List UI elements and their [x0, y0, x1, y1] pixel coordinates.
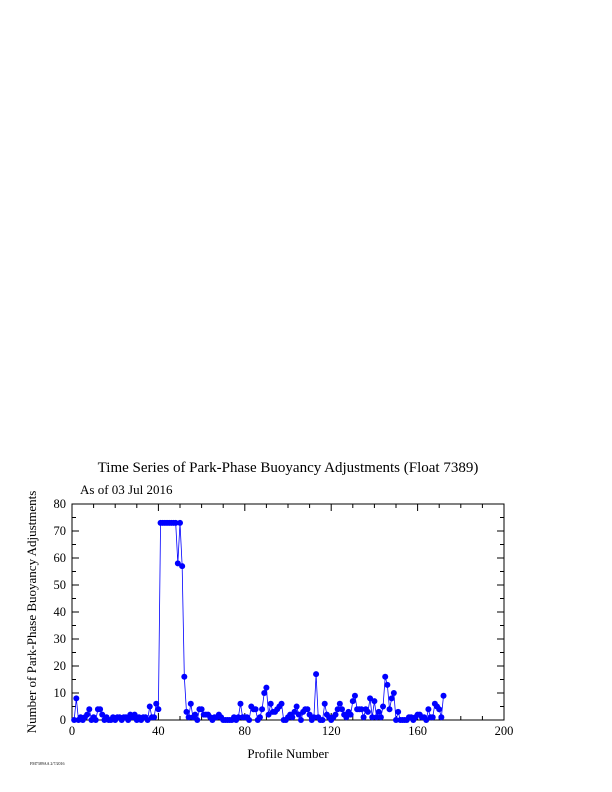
- series-line: [74, 523, 443, 720]
- data-point: [361, 714, 367, 720]
- y-axis-label: Number of Park-Phase Buoyancy Adjustments: [24, 490, 39, 734]
- y-tick-label: 60: [53, 551, 66, 565]
- data-point: [350, 698, 356, 704]
- data-point: [337, 701, 343, 707]
- data-point: [378, 714, 384, 720]
- data-point: [384, 682, 390, 688]
- series-layer: [71, 520, 446, 723]
- x-axis-tick-labels: [69, 724, 514, 738]
- data-point: [348, 712, 354, 718]
- data-point: [389, 695, 395, 701]
- plot-frame: [72, 504, 504, 720]
- data-point: [97, 706, 103, 712]
- data-point: [438, 714, 444, 720]
- x-tick-label: 40: [152, 724, 165, 738]
- data-point: [257, 714, 263, 720]
- y-tick-label: 20: [53, 659, 66, 673]
- y-tick-label: 0: [59, 713, 66, 727]
- data-point: [253, 706, 259, 712]
- data-point: [294, 704, 300, 710]
- data-point: [86, 706, 92, 712]
- data-point: [322, 701, 328, 707]
- data-point: [192, 712, 198, 718]
- x-tick-label: 120: [321, 724, 341, 738]
- data-point: [352, 693, 358, 699]
- data-point: [339, 706, 345, 712]
- data-point: [194, 717, 200, 723]
- data-point: [268, 701, 274, 707]
- data-point: [181, 674, 187, 680]
- x-tick-label: 80: [238, 724, 252, 738]
- data-point: [153, 701, 159, 707]
- data-point: [93, 717, 99, 723]
- data-point: [263, 685, 269, 691]
- y-axis-ticks: [72, 504, 504, 720]
- data-point: [179, 563, 185, 569]
- y-axis-tick-labels: [54, 497, 67, 727]
- chart-title: Time Series of Park-Phase Buoyancy Adjustments (Float 7389): [97, 460, 479, 476]
- data-point: [304, 706, 310, 712]
- y-tick-label: 40: [53, 605, 66, 619]
- x-axis-label: Profile Number: [247, 746, 329, 761]
- data-point: [188, 701, 194, 707]
- data-point: [333, 712, 339, 718]
- data-point: [371, 698, 377, 704]
- data-point: [376, 709, 382, 715]
- chart-subtitle: As of 03 Jul 2016: [80, 482, 173, 497]
- data-point: [387, 706, 393, 712]
- data-point: [177, 520, 183, 526]
- data-point: [425, 706, 431, 712]
- data-point: [298, 717, 304, 723]
- data-point: [199, 706, 205, 712]
- data-point: [279, 701, 285, 707]
- x-tick-label: 160: [408, 724, 427, 738]
- x-tick-label: 200: [494, 724, 514, 738]
- x-tick-label: 0: [68, 724, 76, 738]
- data-point: [237, 701, 243, 707]
- data-point: [391, 690, 397, 696]
- data-point: [73, 695, 79, 701]
- data-point: [430, 714, 436, 720]
- data-point: [261, 690, 267, 696]
- x-axis-ticks: [72, 504, 504, 720]
- data-point: [246, 717, 252, 723]
- data-point: [380, 704, 386, 710]
- y-tick-label: 30: [53, 632, 66, 646]
- data-point: [183, 709, 189, 715]
- data-point: [441, 693, 447, 699]
- data-point: [320, 717, 326, 723]
- data-point: [436, 706, 442, 712]
- footer-note: FM7389AA 2/7/2016: [30, 761, 65, 766]
- data-point: [313, 671, 319, 677]
- y-tick-label: 70: [53, 524, 66, 538]
- data-point: [289, 714, 295, 720]
- data-point: [365, 709, 371, 715]
- data-point: [259, 706, 265, 712]
- data-point: [155, 706, 161, 712]
- data-point: [147, 704, 153, 710]
- data-point: [84, 712, 90, 718]
- data-point: [151, 714, 157, 720]
- y-tick-label: 10: [53, 686, 66, 700]
- data-point: [395, 709, 401, 715]
- y-tick-label: 80: [53, 497, 66, 511]
- data-point: [382, 674, 388, 680]
- y-tick-label: 50: [53, 578, 66, 592]
